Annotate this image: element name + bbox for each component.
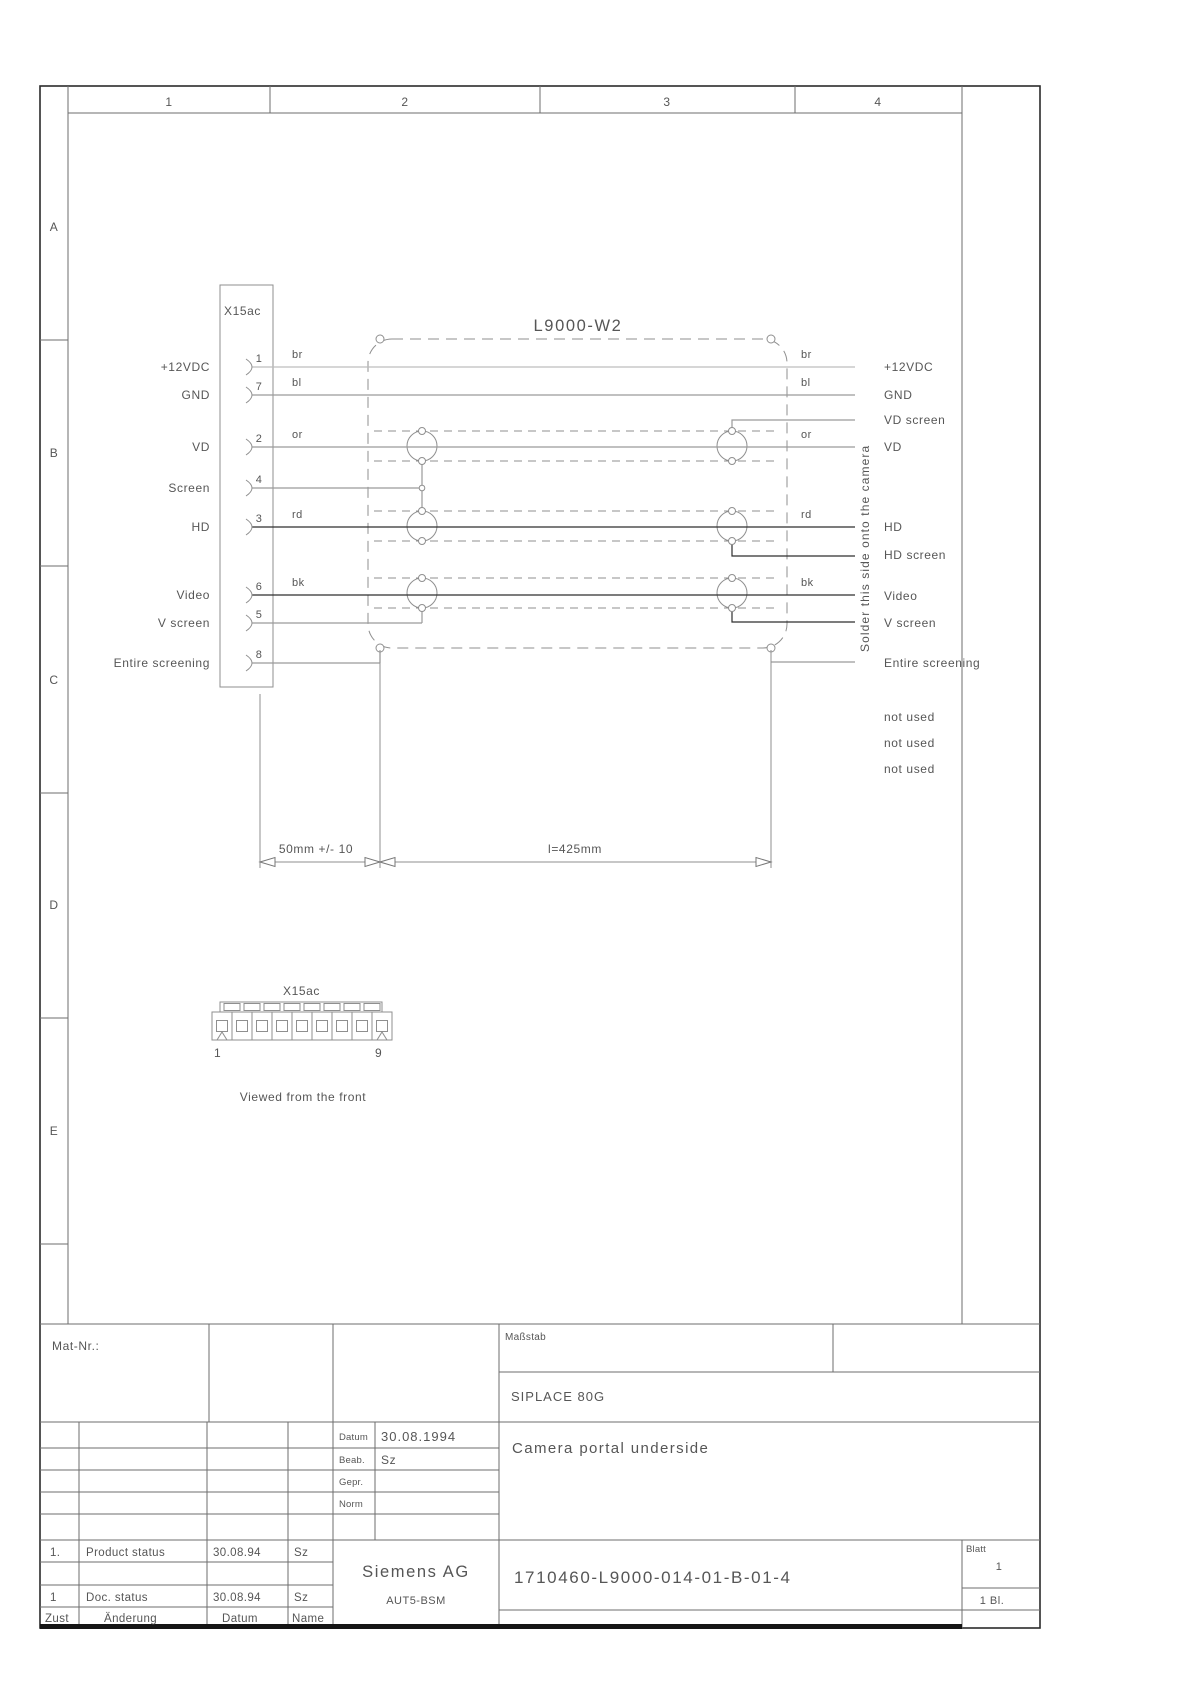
right-signal-labels [884,360,980,776]
wire-color-label: or [801,429,812,441]
signal-label: VD screen [884,413,946,427]
pin-number: 4 [255,474,263,486]
revision-date: 30.08.94 [213,1592,261,1604]
revision-change: Product status [86,1547,166,1559]
wire-vscreen-left [252,608,422,623]
connector-front-view [212,984,392,1104]
twist-symbols [407,431,747,608]
pin-number: 6 [255,581,263,593]
revision-table [45,1547,324,1625]
scale-label: Maßstab [505,1332,547,1343]
wire-hd-screen-right [732,541,855,556]
drawing-title: Camera portal underside [512,1440,710,1457]
frame-row-label: B [49,446,59,460]
solder-note: Solder this side onto the camera [858,444,872,652]
signal-label: Screen [168,481,210,495]
frame-row-label: C [49,673,59,687]
revision-zust: 1 [50,1592,57,1604]
not-used-label: not used [884,710,935,724]
revision-zust: 1. [50,1547,61,1559]
wire-color-label: rd [292,509,303,521]
wire-color-label: rd [801,509,812,521]
signal-label: Video [884,589,918,603]
dimension-label-left: 50mm +/- 10 [278,842,354,856]
wires [252,367,855,663]
field-value: 30.08.1994 [381,1429,457,1444]
signal-label: VD [884,440,902,454]
pin-number: 7 [255,381,263,393]
revision-header-date: Datum [222,1613,258,1625]
department-name: AUT5-BSM [386,1595,446,1607]
revision-header-zust: Zust [45,1613,69,1625]
sheet-label: Blatt [966,1544,987,1555]
not-used-label: not used [884,736,935,750]
frame-row-label: D [49,898,59,912]
signal-label: HD [191,520,210,534]
wire-color-labels-right [801,349,814,589]
frame-column-label: 1 [165,95,173,109]
front-view-connector-label: X15ac [283,984,321,998]
signal-label: +12VDC [884,360,934,374]
wire-color-label: bk [801,577,814,589]
front-view-pin-first: 1 [214,1046,222,1060]
field-label: Gepr. [339,1477,364,1488]
field-label: Datum [339,1432,368,1443]
wire-color-label: or [292,429,303,441]
wire-color-label: bl [292,377,302,389]
signal-label: HD [884,520,903,534]
revision-change: Doc. status [86,1592,148,1604]
wire-color-label: br [801,349,812,361]
frame-row-label: A [49,220,59,234]
frame-column-label: 2 [401,95,409,109]
dimensioning [260,650,771,868]
company-name: Siemens AG [362,1563,470,1581]
pin-number: 5 [255,609,263,621]
signal-label: GND [884,388,913,402]
field-label: Beab. [339,1455,365,1466]
signal-label: Entire screening [884,656,981,670]
signal-label: HD screen [884,548,947,562]
sheet-number: 1 [995,1561,1003,1573]
sheet-total: 1 Bl. [979,1595,1005,1607]
pin-number: 1 [255,353,263,365]
revision-name: Sz [294,1592,309,1604]
signal-label: V screen [157,616,210,630]
wire-color-label: bl [801,377,811,389]
field-value: Sz [381,1453,397,1467]
signal-label: V screen [884,616,937,630]
title-block [40,1324,1040,1629]
signal-label: +12VDC [160,360,210,374]
wire-color-label: br [292,349,303,361]
dimension-label-right: l=425mm [548,842,602,856]
signal-label: Entire screening [113,656,210,670]
connection-nodes [376,335,775,652]
revision-name: Sz [294,1547,309,1559]
field-label: Norm [339,1499,364,1510]
wire-screen [252,461,422,511]
pin-number: 8 [255,649,263,661]
revision-header-change: Änderung [104,1613,158,1625]
revision-header-name: Name [292,1613,325,1625]
wire-color-label: bk [292,577,305,589]
front-view-caption: Viewed from the front [239,1090,367,1104]
pin-numbers [256,353,263,661]
connector-pin-arcs [246,359,252,671]
mat-nr-label: Mat-Nr.: [52,1339,100,1353]
connector-label: X15ac [224,304,262,318]
frame-column-label: 3 [663,95,671,109]
wiring-schematic [114,285,981,1104]
document-number: 1710460-L9000-014-01-B-01-4 [514,1568,792,1587]
frame-row-label: E [49,1124,59,1138]
signal-label: GND [181,388,210,402]
revision-date: 30.08.94 [213,1547,261,1559]
pin-number: 2 [255,433,263,445]
signal-label: VD [192,440,210,454]
sheet-border-thick [40,1624,962,1629]
wire-v-screen-right [732,608,855,622]
frame-column-label: 4 [874,95,882,109]
wire-vd-screen-right [732,420,855,431]
front-view-pin-last: 9 [375,1046,383,1060]
not-used-label: not used [884,762,935,776]
wire-color-labels-left [292,349,305,589]
connector-x15ac-body [220,285,273,687]
product-name: SIPLACE 80G [511,1389,606,1404]
pin-number: 3 [255,513,263,525]
wire-entire-screening-left [252,650,380,663]
signal-label: Video [176,588,210,602]
left-signal-labels [114,360,210,670]
cable-label: L9000-W2 [533,317,623,335]
